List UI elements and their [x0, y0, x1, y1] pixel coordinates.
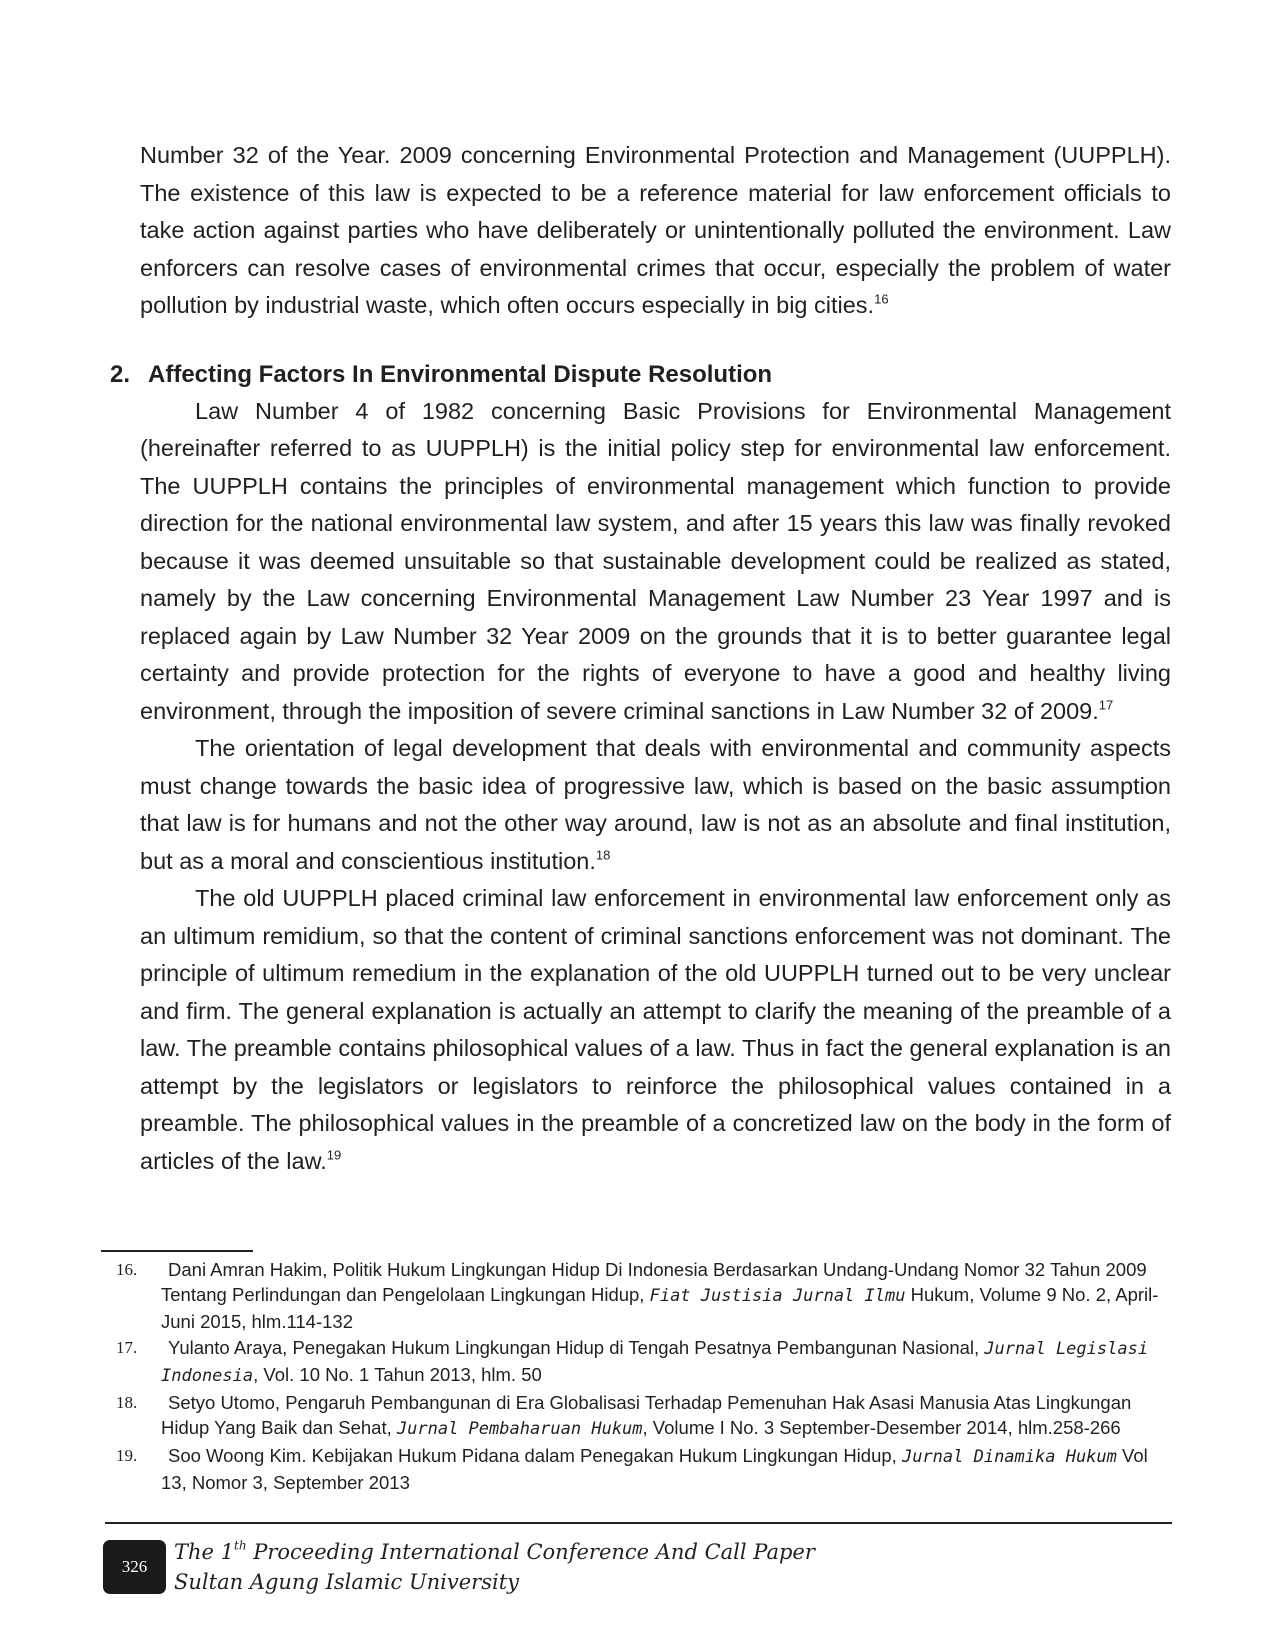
footer-line-2: Sultan Agung Islamic University [174, 1570, 520, 1594]
footnote-number: 16. [116, 1260, 138, 1279]
section-paragraph [140, 393, 1171, 731]
section-number: 2. [110, 360, 131, 388]
footnote-text: Dani Amran Hakim, Politik Hukum Lingkungan Hidup Di Indonesia Berdasarkan Undang-Undang Nomor 32 Tahun 2009 Tentang Perlindungan dan Pengelolaan Lingkungan Hidup, [161, 1259, 1147, 1305]
footnote-number: 19. [116, 1446, 138, 1465]
page-number: 326 [121, 1557, 148, 1576]
section-heading [110, 356, 1171, 393]
footnote-ref: 16 [874, 291, 889, 307]
paragraph-text: The old UUPPLH placed criminal law enforcement in environmental law enforcement only as an ultimum remidium, so that the content of criminal sanctions enforcement was not dominant. The principle of ultimum remedium in the explanation of the old UUPPLH turned out to be very unclear and firm. The general explanation is actually an attempt to clarify the meaning of the preamble of a law. The preamble contains philosophical values of a law. Thus in fact the general explanation is an attempt by the legislators or legislators to reinforce the philosophical values contained in a preamble. The philosophical values in the preamble of a concretized law on the body in the form of articles of the law. [140, 885, 1171, 1174]
footnote-ref: 18 [595, 846, 611, 862]
footer-line-1-suffix: Proceeding International Conference And Call Paper [246, 1540, 815, 1564]
footnote-ref: 17 [1098, 696, 1114, 712]
section-paragraph [140, 730, 1171, 880]
footer-ordinal: th [234, 1538, 247, 1553]
footer-divider [105, 1522, 1172, 1524]
footnote-journal: Jurnal Pembaharuan Hukum [396, 1419, 643, 1439]
footnote-journal: Fiat Justisia Jurnal Ilmu [649, 1286, 906, 1306]
continued-paragraph [140, 137, 1171, 325]
footer-title [174, 1537, 815, 1597]
footnote [112, 1335, 1172, 1389]
footer-line-1 [174, 1537, 815, 1567]
footnote-number: 18. [116, 1393, 138, 1412]
footnotes [112, 1257, 1172, 1496]
footnote [112, 1257, 1172, 1334]
footnote-details: Vol 13, Nomor 3, September 2013 [161, 1445, 1148, 1493]
section-title: Affecting Factors In Environmental Dispute Resolution [148, 360, 773, 388]
footnote [112, 1443, 1172, 1495]
footnote-text: Yulanto Araya, Penegakan Hukum Lingkungan Hidup di Tengah Pesatnya Pembangunan Nasional, [168, 1337, 980, 1358]
footer-line-1-prefix: The 1 [174, 1540, 234, 1564]
footnote-journal: Jurnal Dinamika Hukum [901, 1447, 1117, 1467]
paragraph-text: Number 32 of the Year. 2009 concerning Environmental Protection and Management (UUPPLH). The existence of this law is expected to be a reference material for law enforcement officials to take action against parties who have deliberately or unintentionally polluted the environment. Law enforcers can resolve cases of environmental crimes that occur, especially the problem of water pollution by industrial waste, which often occurs especially in big cities. [140, 142, 1171, 318]
footnote-text: Setyo Utomo, Pengaruh Pembangunan di Era Globalisasi Terhadap Pemenuhan Hak Asasi Manusia Atas Lingkungan Hidup Yang Baik dan Sehat, [161, 1392, 1132, 1438]
footnote-journal: Jurnal Legislasi Indonesia [161, 1339, 1149, 1386]
footnote-details: Hukum, Volume 9 No. 2, April-Juni 2015, hlm.114-132 [161, 1284, 1159, 1332]
paragraph-text: Law Number 4 of 1982 concerning Basic Provisions for Environmental Management (hereinafter referred to as UUPPLH) is the initial policy step for environmental law enforcement. The UUPPLH contains the principles of environmental management which function to provide direction for the national environmental law system, and after 15 years this law was finally revoked because it was deemed unsuitable so that sustainable development could be realized as stated, namely by the Law concerning Environmental Management Law Number 23 Year 1997 and is replaced again by Law Number 32 Year 2009 on the grounds that it is to better guarantee legal certainty and provide protection for the rights of everyone to have a good and healthy living environment, through the imposition of severe criminal sanctions in Law Number 32 of 2009. [140, 397, 1171, 724]
footnote-details: , Vol. 10 No. 1 Tahun 2013, hlm. 50 [253, 1364, 542, 1385]
footnote-details: , Volume I No. 3 September-Desember 2014, hlm.258-266 [642, 1417, 1121, 1438]
footnote-text: Soo Woong Kim. Kebijakan Hukum Pidana dalam Penegakan Hukum Lingkungan Hidup, [168, 1445, 897, 1466]
section-paragraph [140, 880, 1171, 1180]
footnote-ref: 19 [326, 1146, 342, 1162]
footnote [112, 1390, 1172, 1442]
footnote-number: 17. [116, 1338, 138, 1357]
footnote-divider [101, 1250, 253, 1252]
paragraph-text: The orientation of legal development that deals with environmental and community aspects must change towards the basic idea of progressive law, which is based on the basic assumption that law is for humans and not the other way around, law is not as an absolute and final institution, but as a moral and conscientious institution. [140, 735, 1171, 874]
body-text [110, 137, 1171, 1180]
page-number-badge [103, 1540, 166, 1594]
